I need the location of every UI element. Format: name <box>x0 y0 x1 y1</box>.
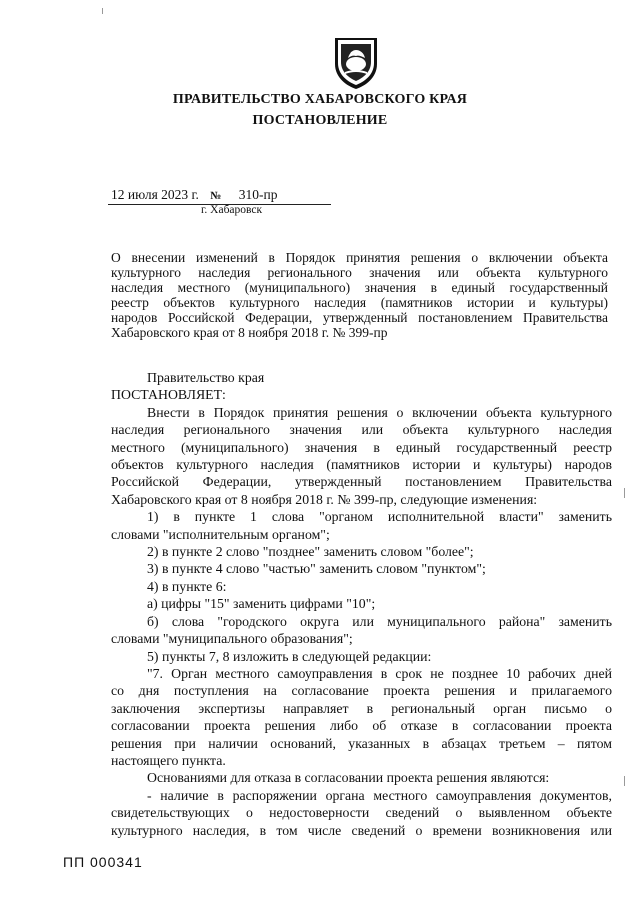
decree-number: 310-пр <box>238 187 278 202</box>
text-line: решения при наличии оснований, указанных в абзацах третьем – пятом <box>111 735 612 751</box>
text-line: Внести в Порядок принятия решения о включении объекта культурного <box>147 404 612 420</box>
scan-mark <box>624 776 625 786</box>
item-4a: а) цифры "15" заменить цифрами "10"; <box>147 596 376 612</box>
subject-line: Хабаровского края от 8 ноября 2018 г. № 399-пр <box>111 325 388 340</box>
text-line: Хабаровского края от 8 ноября 2018 г. № 399-пр, следующие изменения: <box>111 491 538 507</box>
text-line: местного (муниципального) значения в единый государственный реестр <box>111 439 612 455</box>
intro-resolves: ПОСТАНОВЛЯЕТ: <box>111 387 226 403</box>
main-paragraph <box>111 404 612 508</box>
coat-of-arms-emblem <box>331 34 381 90</box>
text-line: свидетельствующих о недостоверности сведений о выявленном объекте <box>111 805 612 821</box>
subject-line: реестр объектов культурного наследия (памятников истории и культуры) <box>111 295 608 310</box>
text-line: культурного наследия, в том числе сведений о времени возникновения или <box>111 822 612 838</box>
item-5: 5) пункты 7, 8 изложить в следующей редакции: <box>147 648 432 664</box>
form-code: ПП 000341 <box>63 854 143 870</box>
text-line: - наличие в распоряжении органа местного самоуправления документов, <box>147 787 612 803</box>
ground-1 <box>111 787 612 839</box>
grounds-heading: Основаниями для отказа в согласовании проекта решения являются: <box>147 770 550 786</box>
text-line: словами "муниципального образования"; <box>111 631 353 647</box>
point-7-text <box>111 665 612 769</box>
subject-line: народов Российской Федерации, утвержденный постановлением Правительства <box>111 310 608 325</box>
text-line: настоящего пункта. <box>111 752 226 768</box>
government-title: ПРАВИТЕЛЬСТВО ХАБАРОВСКОГО КРАЯ <box>172 92 468 107</box>
text-line: "7. Орган местного самоуправления в срок не позднее 10 рабочих дней <box>147 665 612 681</box>
text-line: согласовании проекта решения либо об отказе в согласовании проекта <box>111 718 612 734</box>
decree-date-line <box>111 187 277 203</box>
item-4: 4) в пункте 6: <box>147 578 227 594</box>
scan-mark <box>102 8 103 14</box>
item-3: 3) в пункте 4 слово "частью" заменить словом "пунктом"; <box>147 561 486 577</box>
subject-line: наследия местного (муниципального) значения в единый государственный <box>111 280 608 295</box>
text-line: объектов культурного наследия (памятников истории и культуры) народов <box>111 457 612 473</box>
text-line: б) слова "городского округа или муниципального района" заменить <box>147 613 612 629</box>
text-line: наследия регионального значения или объекта культурного наследия <box>111 422 612 438</box>
decree-body <box>111 369 612 839</box>
text-line: словами "исполнительным органом"; <box>111 526 330 542</box>
decree-subject <box>111 250 608 340</box>
text-line: 1) в пункте 1 слова "органом исполнительной власти" заменить <box>147 509 612 525</box>
text-line: со дня поступления на согласование проекта решения и прилагаемого <box>111 683 612 699</box>
city: г. Хабаровск <box>201 204 263 216</box>
text-line: заключения экспертизы направляет в региональный орган письмо о <box>111 700 612 716</box>
document-type: ПОСТАНОВЛЕНИЕ <box>252 113 388 128</box>
number-sign: № <box>210 190 222 202</box>
subject-line: О внесении изменений в Порядок принятия решения о включении объекта <box>111 250 608 265</box>
scan-mark <box>624 488 625 498</box>
decree-date: 12 июля 2023 г. <box>111 187 199 202</box>
item-4b <box>111 613 612 648</box>
item-2: 2) в пункте 2 слово "позднее" заменить словом "более"; <box>147 544 474 560</box>
text-line: Российской Федерации, утвержденный постановлением Правительства <box>111 474 612 490</box>
item-1 <box>111 508 612 543</box>
subject-line: культурного наследия регионального значения или объекта культурного <box>111 265 608 280</box>
intro-government: Правительство края <box>147 370 265 385</box>
